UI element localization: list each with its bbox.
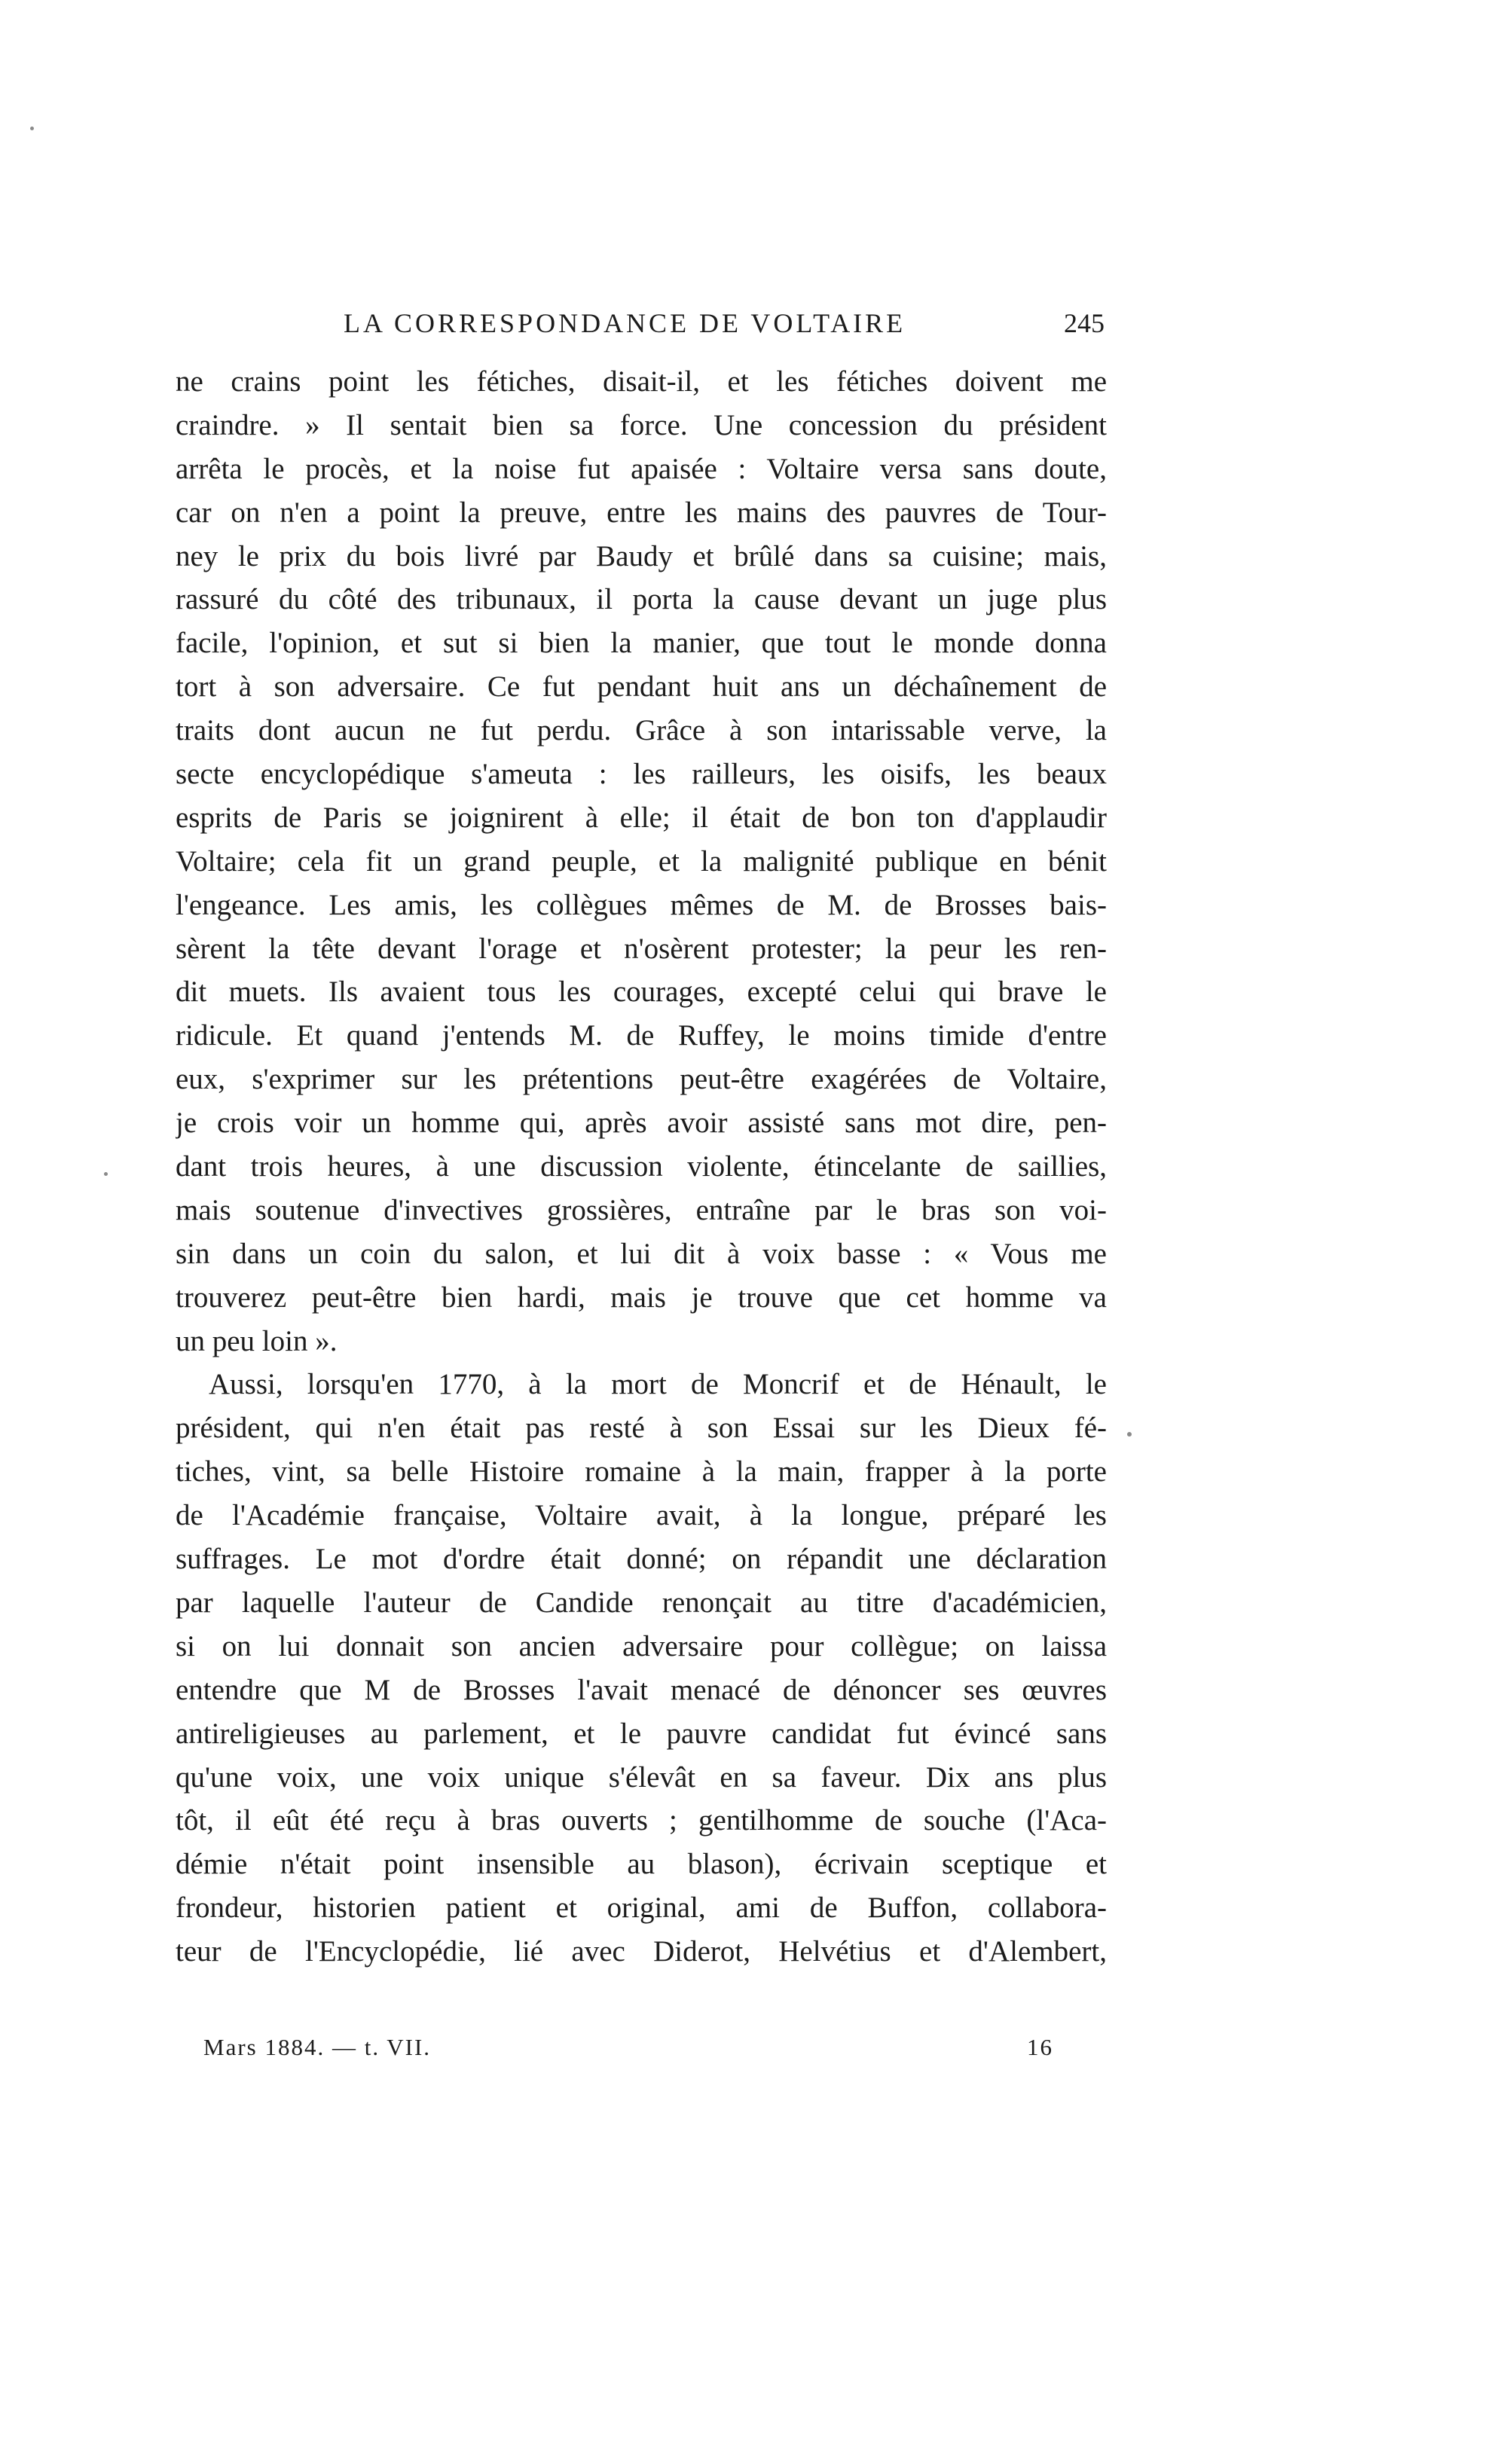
text-line: tôt, il eût été reçu à bras ouverts ; gentilhomme de souche (l'Aca- [176, 1804, 1107, 1837]
text-line: trouverez peut-être bien hardi, mais je trouve que cet homme va [176, 1281, 1107, 1314]
text-line: sin dans un coin du salon, et lui dit à voix basse : « Vous me [176, 1237, 1107, 1270]
sheet-number: 16 [1027, 2034, 1053, 2060]
text-line: traits dont aucun ne fut perdu. Grâce à son intarissable verve, la [176, 714, 1107, 747]
text-line: tiches, vint, sa belle Histoire romaine à la main, frapper à la porte [176, 1455, 1107, 1488]
page-number: 245 [1064, 308, 1105, 338]
signature-mark: Mars 1884. — t. VII. [203, 2034, 432, 2060]
scan-speck [30, 127, 34, 130]
text-line: mais soutenue d'invectives grossières, entraîne par le bras son voi- [176, 1193, 1107, 1226]
paragraph-start-line: Aussi, lorsqu'en 1770, à la mort de Moncrif et de Hénault, le [209, 1368, 1107, 1401]
text-line: sèrent la tête devant l'orage et n'osèrent protester; la peur les ren- [176, 932, 1107, 965]
text-line: par laquelle l'auteur de Candide renonçait au titre d'académicien, [176, 1586, 1107, 1619]
text-line: suffrages. Le mot d'ordre était donné; on répandit une déclaration [176, 1543, 1107, 1576]
running-head [178, 307, 1105, 353]
text-line: je crois voir un homme qui, après avoir assisté sans mot dire, pen- [176, 1107, 1107, 1140]
text-line: président, qui n'en était pas resté à son Essai sur les Dieux fé- [176, 1412, 1107, 1445]
page-footer [203, 2034, 1053, 2072]
text-line: ne crains point les fétiches, disait-il, et les fétiches doivent me [176, 365, 1107, 398]
text-line: Voltaire; cela fit un grand peuple, et la malignité publique en bénit [176, 844, 1107, 878]
body-text [176, 360, 1107, 1974]
running-title: LA CORRESPONDANCE DE VOLTAIRE [344, 308, 906, 338]
text-line: rassuré du côté des tribunaux, il porta la cause devant un juge plus [176, 583, 1107, 616]
text-line: entendre que M de Brosses l'avait menacé de dénoncer ses œuvres [176, 1673, 1107, 1706]
text-line: ridicule. Et quand j'entends M. de Ruffey, le moins timide d'entre [176, 1019, 1107, 1052]
text-line: secte encyclopédique s'ameuta : les railleurs, les oisifs, les beaux [176, 758, 1107, 791]
text-line: dant trois heures, à une discussion violente, étincelante de saillies, [176, 1150, 1107, 1183]
text-line: l'engeance. Les amis, les collègues mêmes de M. de Brosses bais- [176, 888, 1107, 921]
text-line: antireligieuses au parlement, et le pauvre candidat fut évincé sans [176, 1717, 1107, 1750]
scan-speck [104, 1172, 108, 1176]
text-line: frondeur, historien patient et original, ami de Buffon, collabora- [176, 1892, 1107, 1925]
text-line: eux, s'exprimer sur les prétentions peut-être exagérées de Voltaire, [176, 1063, 1107, 1096]
text-line: esprits de Paris se joignirent à elle; il était de bon ton d'applaudir [176, 801, 1107, 834]
scan-speck [1127, 1432, 1132, 1437]
text-line: teur de l'Encyclopédie, lié avec Diderot, Helvétius et d'Alembert, [176, 1935, 1107, 1968]
text-line: de l'Académie française, Voltaire avait, à la longue, préparé les [176, 1499, 1107, 1532]
text-line: tort à son adversaire. Ce fut pendant huit ans un déchaînement de [176, 670, 1107, 704]
paragraph-end-line: un peu loin ». [176, 1324, 338, 1357]
text-line: qu'une voix, une voix unique s'élevât en sa faveur. Dix ans plus [176, 1760, 1107, 1794]
text-line: car on n'en a point la preuve, entre les mains des pauvres de Tour- [176, 496, 1107, 529]
text-line: démie n'était point insensible au blason), écrivain sceptique et [176, 1848, 1107, 1881]
text-line: ney le prix du bois livré par Baudy et brûlé dans sa cuisine; mais, [176, 539, 1107, 572]
text-line: craindre. » Il sentait bien sa force. Une concession du président [176, 408, 1107, 441]
text-line: si on lui donnait son ancien adversaire pour collègue; on laissa [176, 1629, 1107, 1663]
text-line: dit muets. Ils avaient tous les courages, excepté celui qui brave le [176, 976, 1107, 1009]
text-line: arrêta le procès, et la noise fut apaisée : Voltaire versa sans doute, [176, 452, 1107, 485]
text-line: facile, l'opinion, et sut si bien la manier, que tout le monde donna [176, 627, 1107, 660]
